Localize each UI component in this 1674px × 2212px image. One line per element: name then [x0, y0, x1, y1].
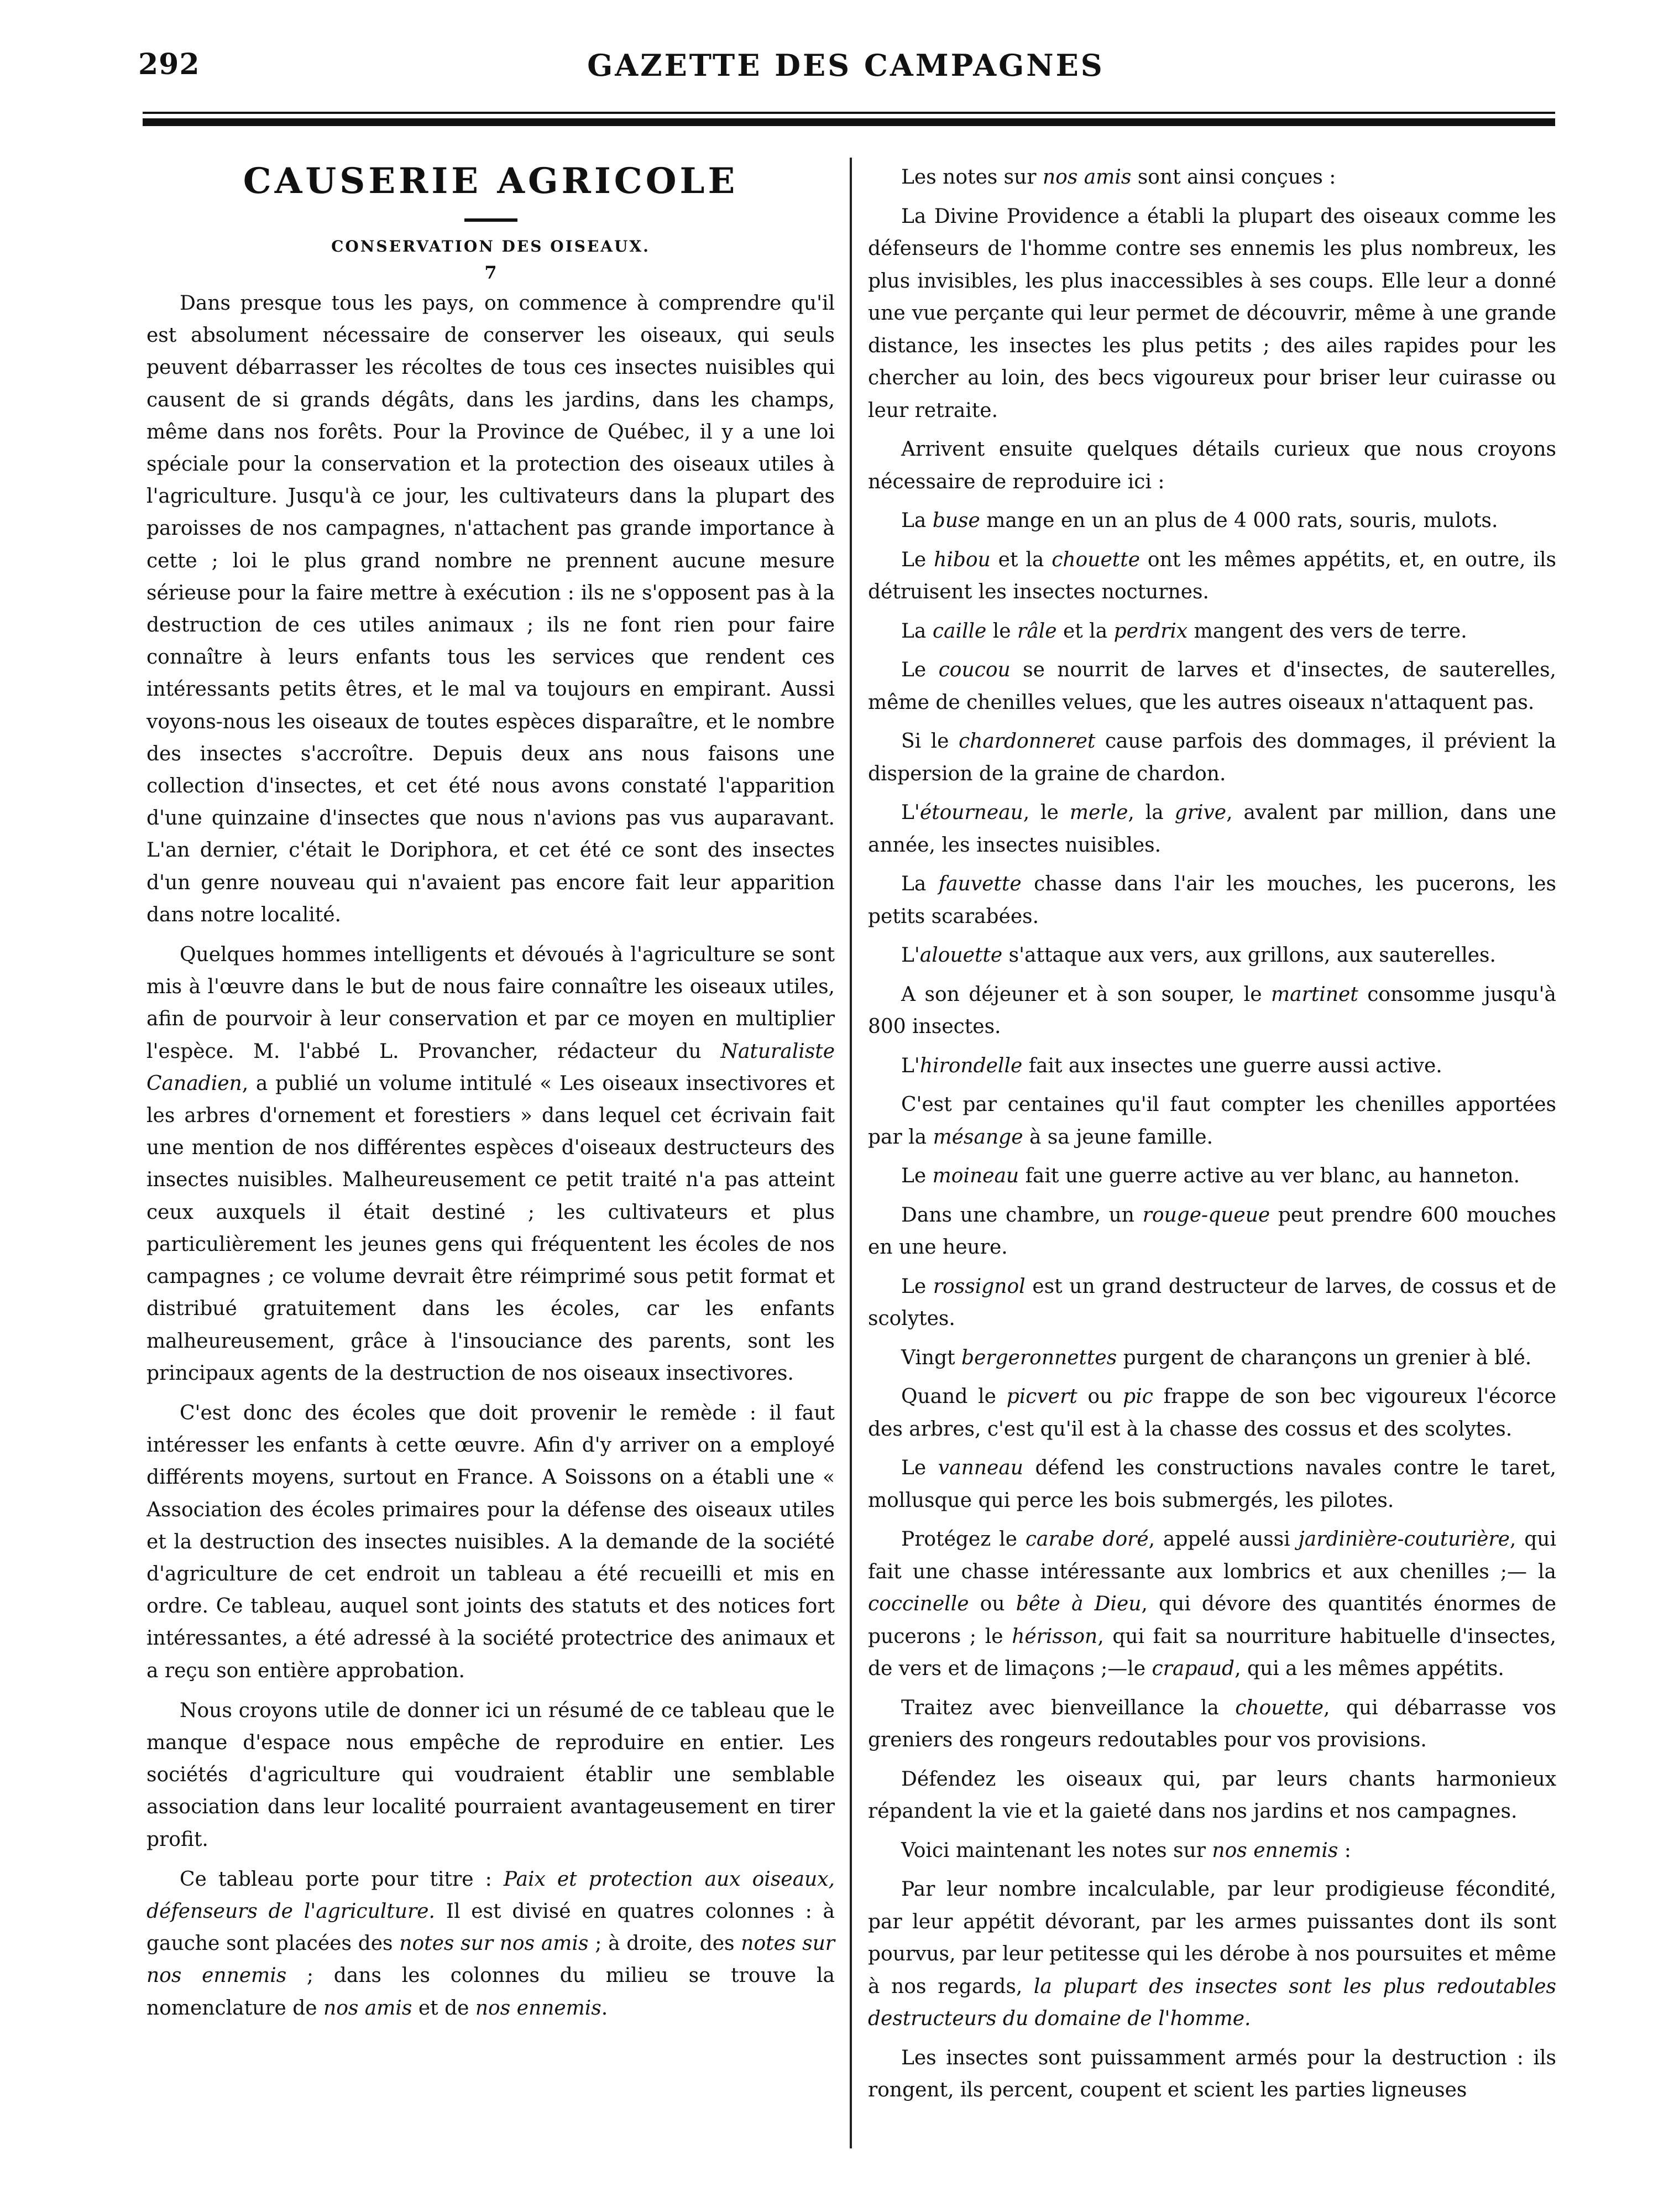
paragraph: Voici maintenant les notes sur nos ennemis :	[901, 1839, 1351, 1862]
article-title: CAUSERIE AGRICOLE	[243, 160, 739, 202]
running-head	[138, 43, 1553, 93]
paragraph: Le coucou se nourrit de larves et d'insectes, de sauterelles, même de chenilles velues, que les autres oiseaux n'attaquent pas.	[868, 659, 1556, 714]
paragraph: Ce tableau porte pour titre : Paix et protection aux oiseaux, défenseurs de l'agriculture. Il est divisé en quatres colonnes : à gauche sont placées des notes sur nos amis ; à droite, des notes sur nos ennemis ; dans les colonnes du milieu se trouve la nomenclature de nos amis et de nos ennemis.	[147, 1867, 835, 2020]
paragraph: Par leur nombre incalculable, par leur prodigieuse fécondité, par leur appétit dévorant, par les armes puissantes dont ils sont pourvus, par leur petitesse qui les dérobe à nos poursuites et même à nos regards, la plupart des insectes sont les plus redoutables destructeurs du domaine de l'homme.	[868, 1878, 1556, 2030]
paragraph: Si le chardonneret cause parfois des dommages, il prévient la dispersion de la graine de chardon.	[868, 730, 1556, 785]
page-number: 292	[138, 48, 200, 81]
right-column	[868, 161, 1556, 2107]
paragraph: La buse mange en un an plus de 4 000 rats, souris, mulots.	[901, 509, 1498, 532]
paragraph: L'alouette s'attaque aux vers, aux grillons, aux sauterelles.	[901, 944, 1496, 967]
paragraph: La Divine Providence a établi la plupart des oiseaux comme les défenseurs de l'homme contre ses ennemis les plus nombreux, les plus invisibles, les plus inaccessibles à ses coups. Elle leur a donné une vue perçante qui leur permet de découvrir, même à une grande distance, les insectes les plus petits ; des ailes rapides pour les chercher au loin, des becs vigoureux pour briser leur cuirasse ou leur retraite.	[868, 205, 1556, 422]
paragraph: Les notes sur nos amis sont ainsi conçues :	[901, 166, 1336, 189]
article-subtitle: CONSERVATION DES OISEAUX.	[331, 237, 650, 255]
paragraph: L'hirondelle fait aux insectes une guerre aussi active.	[901, 1054, 1442, 1077]
paragraph: Vingt bergeronnettes purgent de charançons un grenier à blé.	[901, 1346, 1532, 1369]
paragraph: Traitez avec bienveillance la chouette, qui débarrasse vos greniers des rongeurs redoutables pour vos provisions.	[868, 1696, 1556, 1751]
paragraph: Arrivent ensuite quelques détails curieux que nous croyons nécessaire de reproduire ici :	[868, 438, 1556, 493]
paragraph: C'est donc des écoles que doit provenir le remède : il faut intéresser les enfants à cette œuvre. Afin d'y arriver on a employé différents moyens, surtout en France. A Soissons on a établi une « Association des écoles primaires pour la défense des oiseaux utiles et la destruction des insectes nuisibles. A la demande de la société d'agriculture de cet endroit un tableau a été recueilli et mis en ordre. Ce tableau, auquel sont joints des statuts et des notices fort intéressantes, a été adressé à la société protectrice des animaux et a reçu son entière approbation.	[147, 1401, 835, 1682]
column-divider	[850, 158, 852, 2148]
paragraph: Le hibou et la chouette ont les mêmes appétits, et, en outre, ils détruisent les insectes nocturnes.	[868, 548, 1557, 603]
paragraph: Protégez le carabe doré, appelé aussi jardinière-couturière, qui fait une chasse intéressante aux lombrics et aux chenilles ;— la coccinelle ou bête à Dieu, qui dévore des quantités énormes de pucerons ; le hérisson, qui fait sa nourriture habituelle d'insectes, de vers et de limaçons ;—le crapaud, qui a les mêmes appétits.	[868, 1528, 1557, 1680]
paragraph: C'est par centaines qu'il faut compter les chenilles apportées par la mésange à sa jeune famille.	[868, 1093, 1556, 1149]
paragraph: Quelques hommes intelligents et dévoués à l'agriculture se sont mis à l'œuvre dans le but de nous faire connaître les oiseaux utiles, afin de pourvoir à leur conservation et par ce moyen en multiplier l'espèce. M. l'abbé L. Provancher, rédacteur du Naturaliste Canadien, a publié un volume intitulé « Les oiseaux insectivores et les arbres d'ornement et forestiers » dans lequel cet écrivain fait une mention de nos différentes espèces d'oiseaux destructeurs des insectes nuisibles. Malheureusement ce petit traité n'a pas atteint ceux auxquels il était destiné ; les cultivateurs et plus particulièrement les jeunes gens qui fréquentent les écoles de nos campagnes ; ce volume devrait être réimprimé sous petit format et distribué gratuitement dans les écoles, car les enfants malheureusement, grâce à l'insouciance des parents, sont les principaux agents de la destruction de nos oiseaux insectivores.	[147, 943, 835, 1385]
journal-title: GAZETTE DES CAMPAGNES	[587, 48, 1105, 83]
paragraph: Les insectes sont puissamment armés pour la destruction : ils rongent, ils percent, coupent et scient les parties ligneuses	[868, 2046, 1556, 2101]
paragraph: Quand le picvert ou pic frappe de son bec vigoureux l'écorce des arbres, c'est qu'il est à la chasse des cossus et des scolytes.	[868, 1385, 1556, 1441]
paragraph: La caille le râle et la perdrix mangent des vers de terre.	[901, 619, 1467, 643]
paragraph: Nous croyons utile de donner ici un résumé de ce tableau que le manque d'espace nous empêche de reproduire en entier. Les sociétés d'agriculture qui voudraient établir une semblable association dans leur localité pourraient avantageusement en tirer profit.	[147, 1699, 835, 1851]
header-rule-thin	[143, 112, 1555, 114]
paragraph: Le moineau fait une guerre active au ver blanc, au hanneton.	[901, 1165, 1520, 1187]
paragraph: L'étourneau, le merle, la grive, avalent par million, dans une année, les insectes nuisibles.	[868, 801, 1556, 857]
paragraph: Le vanneau défend les constructions navales contre le taret, mollusque qui perce les bois submergés, les pilotes.	[868, 1457, 1556, 1512]
left-column	[147, 155, 835, 2025]
paragraph: Dans une chambre, un rouge-queue peut prendre 600 mouches en une heure.	[868, 1203, 1556, 1259]
paragraph: A son déjeuner et à son souper, le martinet consomme jusqu'à 800 insectes.	[868, 983, 1556, 1038]
header-rule-thick	[143, 118, 1555, 126]
paragraph: Défendez les oiseaux qui, par leurs chants harmonieux répandent la vie et la gaieté dans nos jardins et nos campagnes.	[868, 1767, 1556, 1823]
paragraph: Dans presque tous les pays, on commence à comprendre qu'il est absolument nécessaire de conserver les oiseaux, qui seuls peuvent débarrasser les récoltes de tous ces insectes nuisibles qui causent de si grands dégâts, dans les jardins, dans les champs, même dans nos forêts. Pour la Province de Québec, il y a une loi spéciale pour la conservation et la protection des oiseaux utiles à l'agriculture. Jusqu'à ce jour, les cultivateurs dans la plupart des paroisses de nos campagnes, n'attachent pas grande importance à cette ; loi le plus grand nombre ne prennent aucune mesure sérieuse pour la faire mettre à exécution : ils ne s'opposent pas à la destruction de ces utiles animaux ; ils ne font rien pour faire connaître à leurs enfants tous les services que rendent ces intéressants petits êtres, et le mal va toujours en empirant. Aussi voyons-nous les oiseaux de toutes espèces disparaître, et le nombre des insectes s'accroître. Depuis deux ans nous faisons une collection d'insectes, et cet été nous avons constaté l'apparition d'une quinzaine d'insectes que nous n'avions pas vus auparavant. L'an dernier, c'était le Doriphora, et cet été ce sont des insectes d'un genre nouveau qui n'avaient pas encore fait leur apparition dans notre localité.	[147, 292, 835, 926]
title-rule	[464, 218, 517, 222]
paragraph: Le rossignol est un grand destructeur de larves, de cossus et de scolytes.	[868, 1275, 1556, 1330]
section-mark: 7	[484, 262, 497, 283]
paragraph: La fauvette chasse dans l'air les mouches, les pucerons, les petits scarabées.	[868, 873, 1556, 928]
